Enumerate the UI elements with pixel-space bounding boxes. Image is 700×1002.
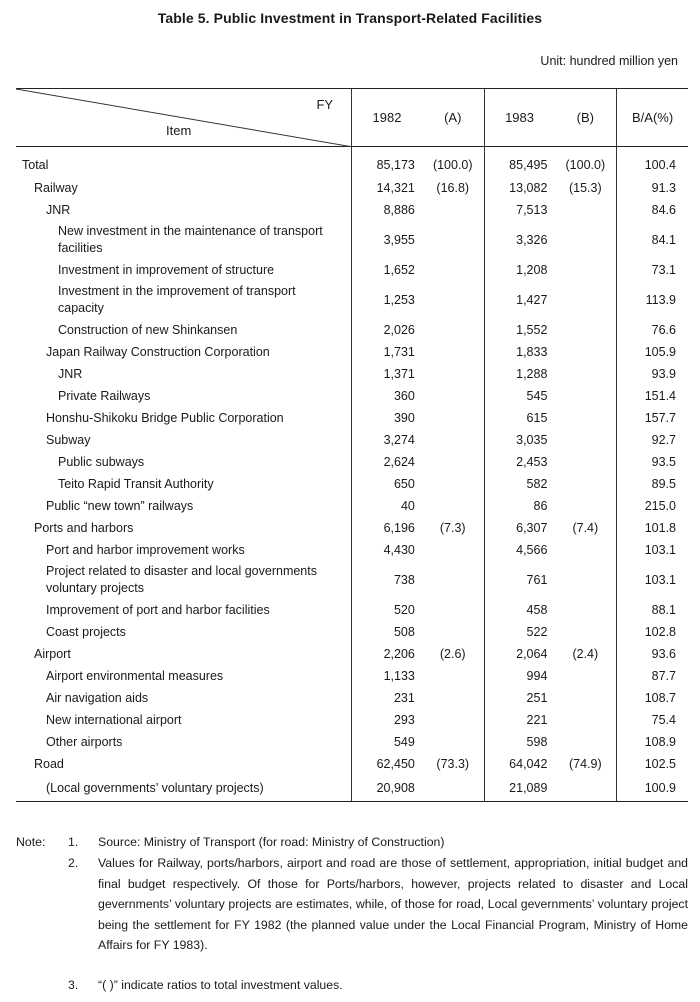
ratio-ba: 102.5 — [617, 753, 688, 775]
row-label: New international airport — [46, 712, 182, 727]
ratio-a — [422, 199, 484, 221]
ratio-ba: 91.3 — [617, 177, 688, 199]
ratio-ba: 103.1 — [617, 561, 688, 599]
ratio-ba: 100.4 — [617, 147, 688, 178]
row-label: Airport — [34, 646, 71, 661]
value-1983: 522 — [484, 621, 554, 643]
ratio-a — [422, 473, 484, 495]
row-label: Ports and harbors — [34, 520, 134, 535]
value-1982: 738 — [352, 561, 422, 599]
ratio-b — [554, 473, 616, 495]
value-1982: 390 — [352, 407, 422, 429]
table-row — [16, 709, 688, 731]
table-row — [16, 687, 688, 709]
ratio-a — [422, 281, 484, 319]
table-row — [16, 753, 688, 775]
ratio-b — [554, 775, 616, 802]
value-1983: 545 — [484, 385, 554, 407]
table-row — [16, 199, 688, 221]
value-1982: 62,450 — [352, 753, 422, 775]
value-1982: 1,253 — [352, 281, 422, 319]
value-1982: 1,731 — [352, 341, 422, 363]
table-row — [16, 561, 688, 599]
diagonal-line — [16, 89, 353, 147]
row-label: (Local governments’ voluntary projects) — [16, 775, 352, 802]
ratio-b — [554, 709, 616, 731]
row-label: Road — [34, 756, 64, 771]
ratio-a — [422, 221, 484, 259]
ratio-ba: 84.1 — [617, 221, 688, 259]
value-1983: 3,326 — [484, 221, 554, 259]
row-label: Public subways — [58, 454, 145, 469]
value-1982: 293 — [352, 709, 422, 731]
header-a: (A) — [422, 89, 484, 147]
value-1982: 549 — [352, 731, 422, 753]
ratio-b — [554, 665, 616, 687]
ratio-b — [554, 621, 616, 643]
unit-label: Unit: hundred million yen — [540, 54, 678, 68]
header-b: (B) — [554, 89, 616, 147]
ratio-a: (7.3) — [439, 521, 466, 535]
table-row — [16, 259, 688, 281]
row-label: Coast projects — [46, 624, 126, 639]
value-1983: 1,208 — [484, 259, 554, 281]
value-1982: 1,371 — [352, 363, 422, 385]
note-number: 2. — [68, 856, 79, 870]
ratio-ba: 89.5 — [617, 473, 688, 495]
notes-heading: Note: — [16, 835, 46, 849]
ratio-ba: 108.7 — [617, 687, 688, 709]
ratio-b: (15.3) — [568, 181, 602, 195]
ratio-b — [554, 319, 616, 341]
header-diagonal-cell — [16, 89, 352, 147]
note-number: 1. — [68, 835, 79, 849]
ratio-b — [554, 407, 616, 429]
row-label: Subway — [46, 432, 91, 447]
ratio-a: (2.6) — [439, 647, 466, 661]
ratio-a — [422, 407, 484, 429]
ratio-b — [554, 539, 616, 561]
value-1983: 2,453 — [484, 451, 554, 473]
ratio-b — [554, 259, 616, 281]
value-1982: 40 — [352, 495, 422, 517]
value-1982: 231 — [352, 687, 422, 709]
ratio-b: (100.0) — [565, 158, 606, 172]
row-label: New investment in the maintenance of transport facilities — [58, 224, 323, 255]
row-label: Japan Railway Construction Corporation — [46, 344, 270, 359]
table-row — [16, 599, 688, 621]
table-row — [16, 731, 688, 753]
row-label: Total — [22, 157, 49, 172]
table-row — [16, 385, 688, 407]
note-text: “( )” indicate ratios to total investment values. — [98, 978, 343, 992]
value-1982: 8,886 — [352, 199, 422, 221]
value-1982: 650 — [352, 473, 422, 495]
row-label: JNR — [46, 202, 71, 217]
value-1983: 761 — [484, 561, 554, 599]
table-row — [16, 281, 688, 319]
row-label: Teito Rapid Transit Authority — [58, 476, 214, 491]
ratio-a — [422, 451, 484, 473]
table-row — [16, 539, 688, 561]
value-1983: 1,833 — [484, 341, 554, 363]
value-1982: 85,173 — [352, 147, 422, 178]
ratio-b — [554, 731, 616, 753]
row-label: Improvement of port and harbor facilities — [46, 602, 270, 617]
note-text: Source: Ministry of Transport (for road: Ministry of Construction) — [98, 835, 445, 849]
row-label: Air navigation aids — [46, 690, 149, 705]
ratio-ba: 93.5 — [617, 451, 688, 473]
investment-table — [16, 88, 688, 802]
ratio-ba: 76.6 — [617, 319, 688, 341]
row-label: Other airports — [46, 734, 123, 749]
table-row — [16, 495, 688, 517]
table-row — [16, 363, 688, 385]
value-1982: 4,430 — [352, 539, 422, 561]
table-row — [16, 643, 688, 665]
ratio-ba: 92.7 — [617, 429, 688, 451]
ratio-a — [422, 665, 484, 687]
note-text: Values for Railway, ports/harbors, airport and road are those of settlement, appropriation, initial budget and final budget respectively. Of those for Ports/harbors, however, projects related to disaster and Local gevernments’ voluntary projects are estimates, while, of those for road, Local gevernments’ voluntary project being the settlement for FY 1982 (the planned value under the Local Financial Program, Ministry of Home Affairs for FY 1983). — [98, 856, 688, 952]
table-row — [16, 177, 688, 199]
table-row — [16, 473, 688, 495]
table-row — [16, 341, 688, 363]
table-row — [16, 621, 688, 643]
ratio-ba: 73.1 — [617, 259, 688, 281]
ratio-a — [422, 363, 484, 385]
ratio-b — [554, 599, 616, 621]
row-label: Port and harbor improvement works — [46, 542, 245, 557]
value-1983: 2,064 — [484, 643, 554, 665]
ratio-b — [554, 687, 616, 709]
value-1983: 994 — [484, 665, 554, 687]
ratio-b: (7.4) — [572, 521, 599, 535]
ratio-ba: 88.1 — [617, 599, 688, 621]
value-1982: 2,624 — [352, 451, 422, 473]
ratio-ba: 151.4 — [617, 385, 688, 407]
ratio-a — [422, 429, 484, 451]
ratio-b — [554, 221, 616, 259]
table-row — [16, 221, 688, 259]
value-1983: 85,495 — [484, 147, 554, 178]
ratio-b — [554, 429, 616, 451]
value-1982: 6,196 — [352, 517, 422, 539]
ratio-a — [422, 621, 484, 643]
row-label: Honshu-Shikoku Bridge Public Corporation — [46, 410, 284, 425]
row-label: Investment in the improvement of transport capacity — [58, 284, 296, 315]
ratio-b — [554, 385, 616, 407]
value-1982: 520 — [352, 599, 422, 621]
table-row — [16, 451, 688, 473]
ratio-b — [554, 495, 616, 517]
row-label: Investment in improvement of structure — [58, 262, 275, 277]
note-number: 3. — [68, 978, 79, 992]
ratio-ba: 157.7 — [617, 407, 688, 429]
table-row — [16, 665, 688, 687]
header-item: Item — [166, 123, 192, 138]
header-row — [16, 89, 688, 147]
ratio-b: (2.4) — [572, 647, 599, 661]
row-label: Airport environmental measures — [46, 668, 224, 683]
ratio-ba: 105.9 — [617, 341, 688, 363]
header-1982: 1982 — [352, 89, 422, 147]
row-label: Public “new town” railways — [46, 498, 194, 513]
value-1983: 221 — [484, 709, 554, 731]
table-row — [16, 429, 688, 451]
value-1983: 7,513 — [484, 199, 554, 221]
value-1982: 360 — [352, 385, 422, 407]
value-1983: 3,035 — [484, 429, 554, 451]
value-1982: 3,274 — [352, 429, 422, 451]
table-body — [16, 147, 688, 802]
value-1982: 14,321 — [352, 177, 422, 199]
row-label: Railway — [34, 180, 78, 195]
value-1983: 1,288 — [484, 363, 554, 385]
value-1983: 1,552 — [484, 319, 554, 341]
value-1983: 458 — [484, 599, 554, 621]
row-label: Construction of new Shinkansen — [58, 322, 238, 337]
ratio-ba: 101.8 — [617, 517, 688, 539]
ratio-b — [554, 281, 616, 319]
ratio-b: (74.9) — [568, 757, 602, 771]
value-1982: 20,908 — [352, 775, 422, 802]
ratio-ba: 84.6 — [617, 199, 688, 221]
value-1983: 64,042 — [484, 753, 554, 775]
ratio-ba: 93.6 — [617, 643, 688, 665]
ratio-a — [422, 561, 484, 599]
value-1983: 615 — [484, 407, 554, 429]
header-1983: 1983 — [484, 89, 554, 147]
ratio-b — [554, 451, 616, 473]
value-1982: 2,026 — [352, 319, 422, 341]
value-1983: 21,089 — [484, 775, 554, 802]
ratio-ba: 93.9 — [617, 363, 688, 385]
ratio-ba: 87.7 — [617, 665, 688, 687]
value-1983: 251 — [484, 687, 554, 709]
value-1983: 6,307 — [484, 517, 554, 539]
value-1983: 86 — [484, 495, 554, 517]
ratio-ba: 100.9 — [617, 775, 688, 802]
row-label: Project related to disaster and local governments voluntary projects — [46, 564, 317, 595]
table-row — [16, 319, 688, 341]
ratio-a: (16.8) — [436, 181, 470, 195]
ratio-b — [554, 363, 616, 385]
ratio-ba: 103.1 — [617, 539, 688, 561]
ratio-b — [554, 341, 616, 363]
ratio-a — [422, 385, 484, 407]
ratio-a — [422, 731, 484, 753]
value-1982: 1,652 — [352, 259, 422, 281]
table-title: Table 5. Public Investment in Transport-Related Facilities — [157, 10, 543, 26]
ratio-a — [422, 319, 484, 341]
ratio-a — [422, 709, 484, 731]
ratio-a — [422, 259, 484, 281]
table-row — [16, 147, 688, 178]
value-1982: 3,955 — [352, 221, 422, 259]
ratio-a — [422, 539, 484, 561]
ratio-a — [422, 687, 484, 709]
value-1983: 1,427 — [484, 281, 554, 319]
table-row — [16, 775, 688, 802]
ratio-ba: 75.4 — [617, 709, 688, 731]
ratio-ba: 108.9 — [617, 731, 688, 753]
table-row — [16, 407, 688, 429]
ratio-ba: 102.8 — [617, 621, 688, 643]
ratio-b — [554, 561, 616, 599]
header-ba: B/A(%) — [617, 89, 688, 147]
value-1983: 13,082 — [484, 177, 554, 199]
value-1983: 4,566 — [484, 539, 554, 561]
ratio-a: (100.0) — [432, 158, 473, 172]
value-1982: 508 — [352, 621, 422, 643]
value-1983: 582 — [484, 473, 554, 495]
ratio-ba: 113.9 — [617, 281, 688, 319]
ratio-a — [422, 495, 484, 517]
ratio-a — [422, 599, 484, 621]
row-label: Private Railways — [58, 388, 151, 403]
ratio-a: (73.3) — [436, 757, 470, 771]
ratio-ba: 215.0 — [617, 495, 688, 517]
value-1982: 2,206 — [352, 643, 422, 665]
row-label: JNR — [58, 366, 83, 381]
ratio-a — [422, 775, 484, 802]
value-1982: 1,133 — [352, 665, 422, 687]
value-1983: 598 — [484, 731, 554, 753]
ratio-b — [554, 199, 616, 221]
ratio-a — [422, 341, 484, 363]
table-row — [16, 517, 688, 539]
header-fy: FY — [316, 97, 334, 112]
